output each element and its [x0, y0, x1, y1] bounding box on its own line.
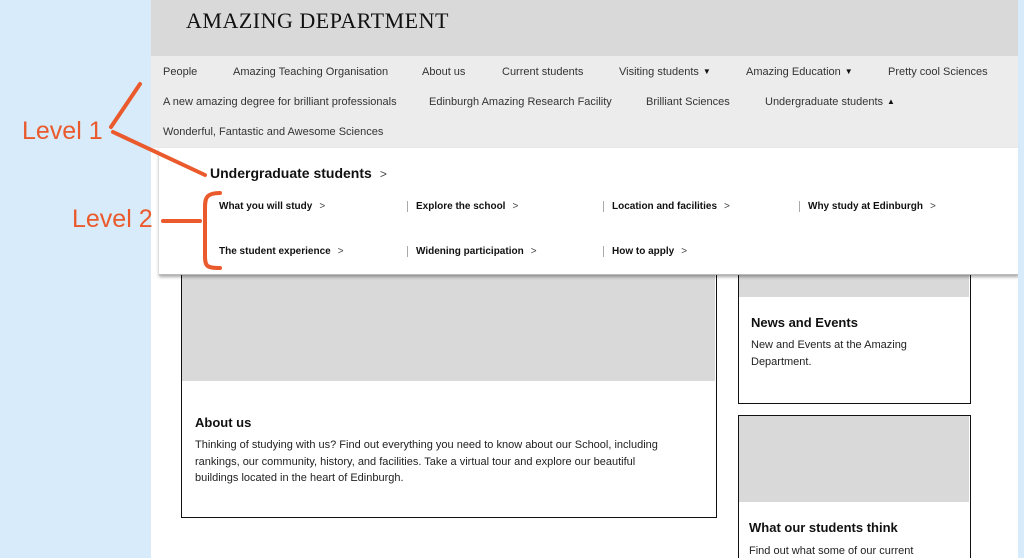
mega-menu-title[interactable] [210, 165, 387, 181]
card-image [182, 263, 715, 381]
nav-item-label: About us [422, 66, 466, 78]
nav-item-visiting-students[interactable] [619, 66, 711, 78]
chevron-right-icon: > [724, 201, 730, 212]
nav-item-pretty-cool-sciences[interactable] [888, 66, 988, 78]
submenu-item-label: Explore the school [416, 201, 506, 212]
submenu-item-how-to-apply[interactable] [603, 246, 687, 257]
card-what-our-students-think[interactable] [738, 415, 971, 558]
submenu-item-why-study-at-edinburgh[interactable] [799, 201, 936, 212]
nav-item-undergraduate-students[interactable] [765, 96, 895, 108]
submenu-item-label: How to apply [612, 246, 675, 257]
card-about-us[interactable] [181, 262, 717, 518]
nav-item-label: Pretty cool Sciences [888, 66, 988, 78]
card-text: New and Events at the Amazing Department. [751, 339, 907, 368]
card-text: Find out what some of our current [749, 545, 914, 557]
nav-item-label: Current students [502, 66, 584, 78]
nav-item-label: A new amazing degree for brilliant professionals [163, 96, 397, 108]
submenu-item-label: Location and facilities [612, 201, 718, 212]
caret-up-icon: ▲ [887, 97, 895, 106]
nav-item-research-facility[interactable] [429, 96, 612, 108]
chevron-right-icon: > [319, 201, 326, 212]
nav-item-people[interactable] [163, 66, 197, 78]
caret-down-icon: ▼ [702, 67, 711, 76]
nav-item-about-us[interactable] [422, 66, 465, 78]
card-title: About us [195, 415, 252, 430]
card-title: News and Events [751, 315, 858, 330]
submenu-item-label: Widening participation [416, 246, 524, 257]
nav-item-label: Amazing Education [746, 66, 841, 78]
nav-item-new-degree[interactable] [163, 96, 397, 108]
chevron-right-icon: > [379, 167, 387, 181]
nav-item-label: Amazing Teaching Organisation [233, 66, 389, 78]
card-text: Thinking of studying with us? Find out everything you need to know about our School, including rankings, our community, history, and facilities. Take a virtual tour and explore our beautiful buildings located in the heart of Edinburgh. [195, 439, 658, 484]
chevron-right-icon: > [930, 201, 936, 212]
card-image [739, 416, 969, 502]
submenu-item-explore-the-school[interactable] [407, 201, 518, 212]
nav-item-brilliant-sciences[interactable] [646, 96, 730, 108]
mega-menu-title-label: Undergraduate students [210, 165, 372, 181]
site-title[interactable]: AMAZING DEPARTMENT [186, 8, 449, 33]
chevron-right-icon: > [337, 246, 344, 257]
submenu-item-student-experience[interactable] [219, 246, 344, 257]
nav-item-label: Visiting students [619, 66, 699, 78]
nav-item-label: Edinburgh Amazing Research Facility [429, 96, 612, 108]
submenu-item-location-and-facilities[interactable] [603, 201, 730, 212]
caret-down-icon: ▼ [844, 67, 853, 76]
card-title: What our students think [749, 520, 898, 535]
annotation-level-2: Level 2 [72, 205, 153, 233]
chevron-right-icon: > [512, 201, 519, 212]
submenu-item-label: Why study at Edinburgh [808, 201, 923, 212]
nav-item-teaching-organisation[interactable] [233, 66, 388, 78]
annotation-line-level1-nav [111, 84, 140, 127]
submenu-item-label: The student experience [219, 246, 331, 257]
submenu-item-what-you-will-study[interactable] [219, 201, 325, 212]
nav-item-label: Brilliant Sciences [646, 96, 730, 108]
site-header [151, 0, 1018, 56]
nav-item-amazing-education[interactable] [746, 66, 853, 78]
webpage [151, 0, 1018, 558]
main-navigation [151, 56, 1018, 148]
submenu-item-widening-participation[interactable] [407, 246, 537, 257]
nav-item-label: People [163, 66, 198, 78]
card-news-and-events[interactable] [738, 262, 971, 404]
nav-item-label: Undergraduate students [765, 96, 884, 108]
mega-menu-dropdown [159, 148, 1018, 275]
annotation-level-1: Level 1 [22, 117, 103, 145]
chevron-right-icon: > [681, 246, 688, 257]
chevron-right-icon: > [530, 246, 537, 257]
submenu-item-label: What you will study [219, 201, 313, 212]
nav-item-current-students[interactable] [502, 66, 583, 78]
nav-item-wonderful-sciences[interactable] [163, 126, 383, 138]
nav-item-label: Wonderful, Fantastic and Awesome Sciences [163, 126, 384, 138]
